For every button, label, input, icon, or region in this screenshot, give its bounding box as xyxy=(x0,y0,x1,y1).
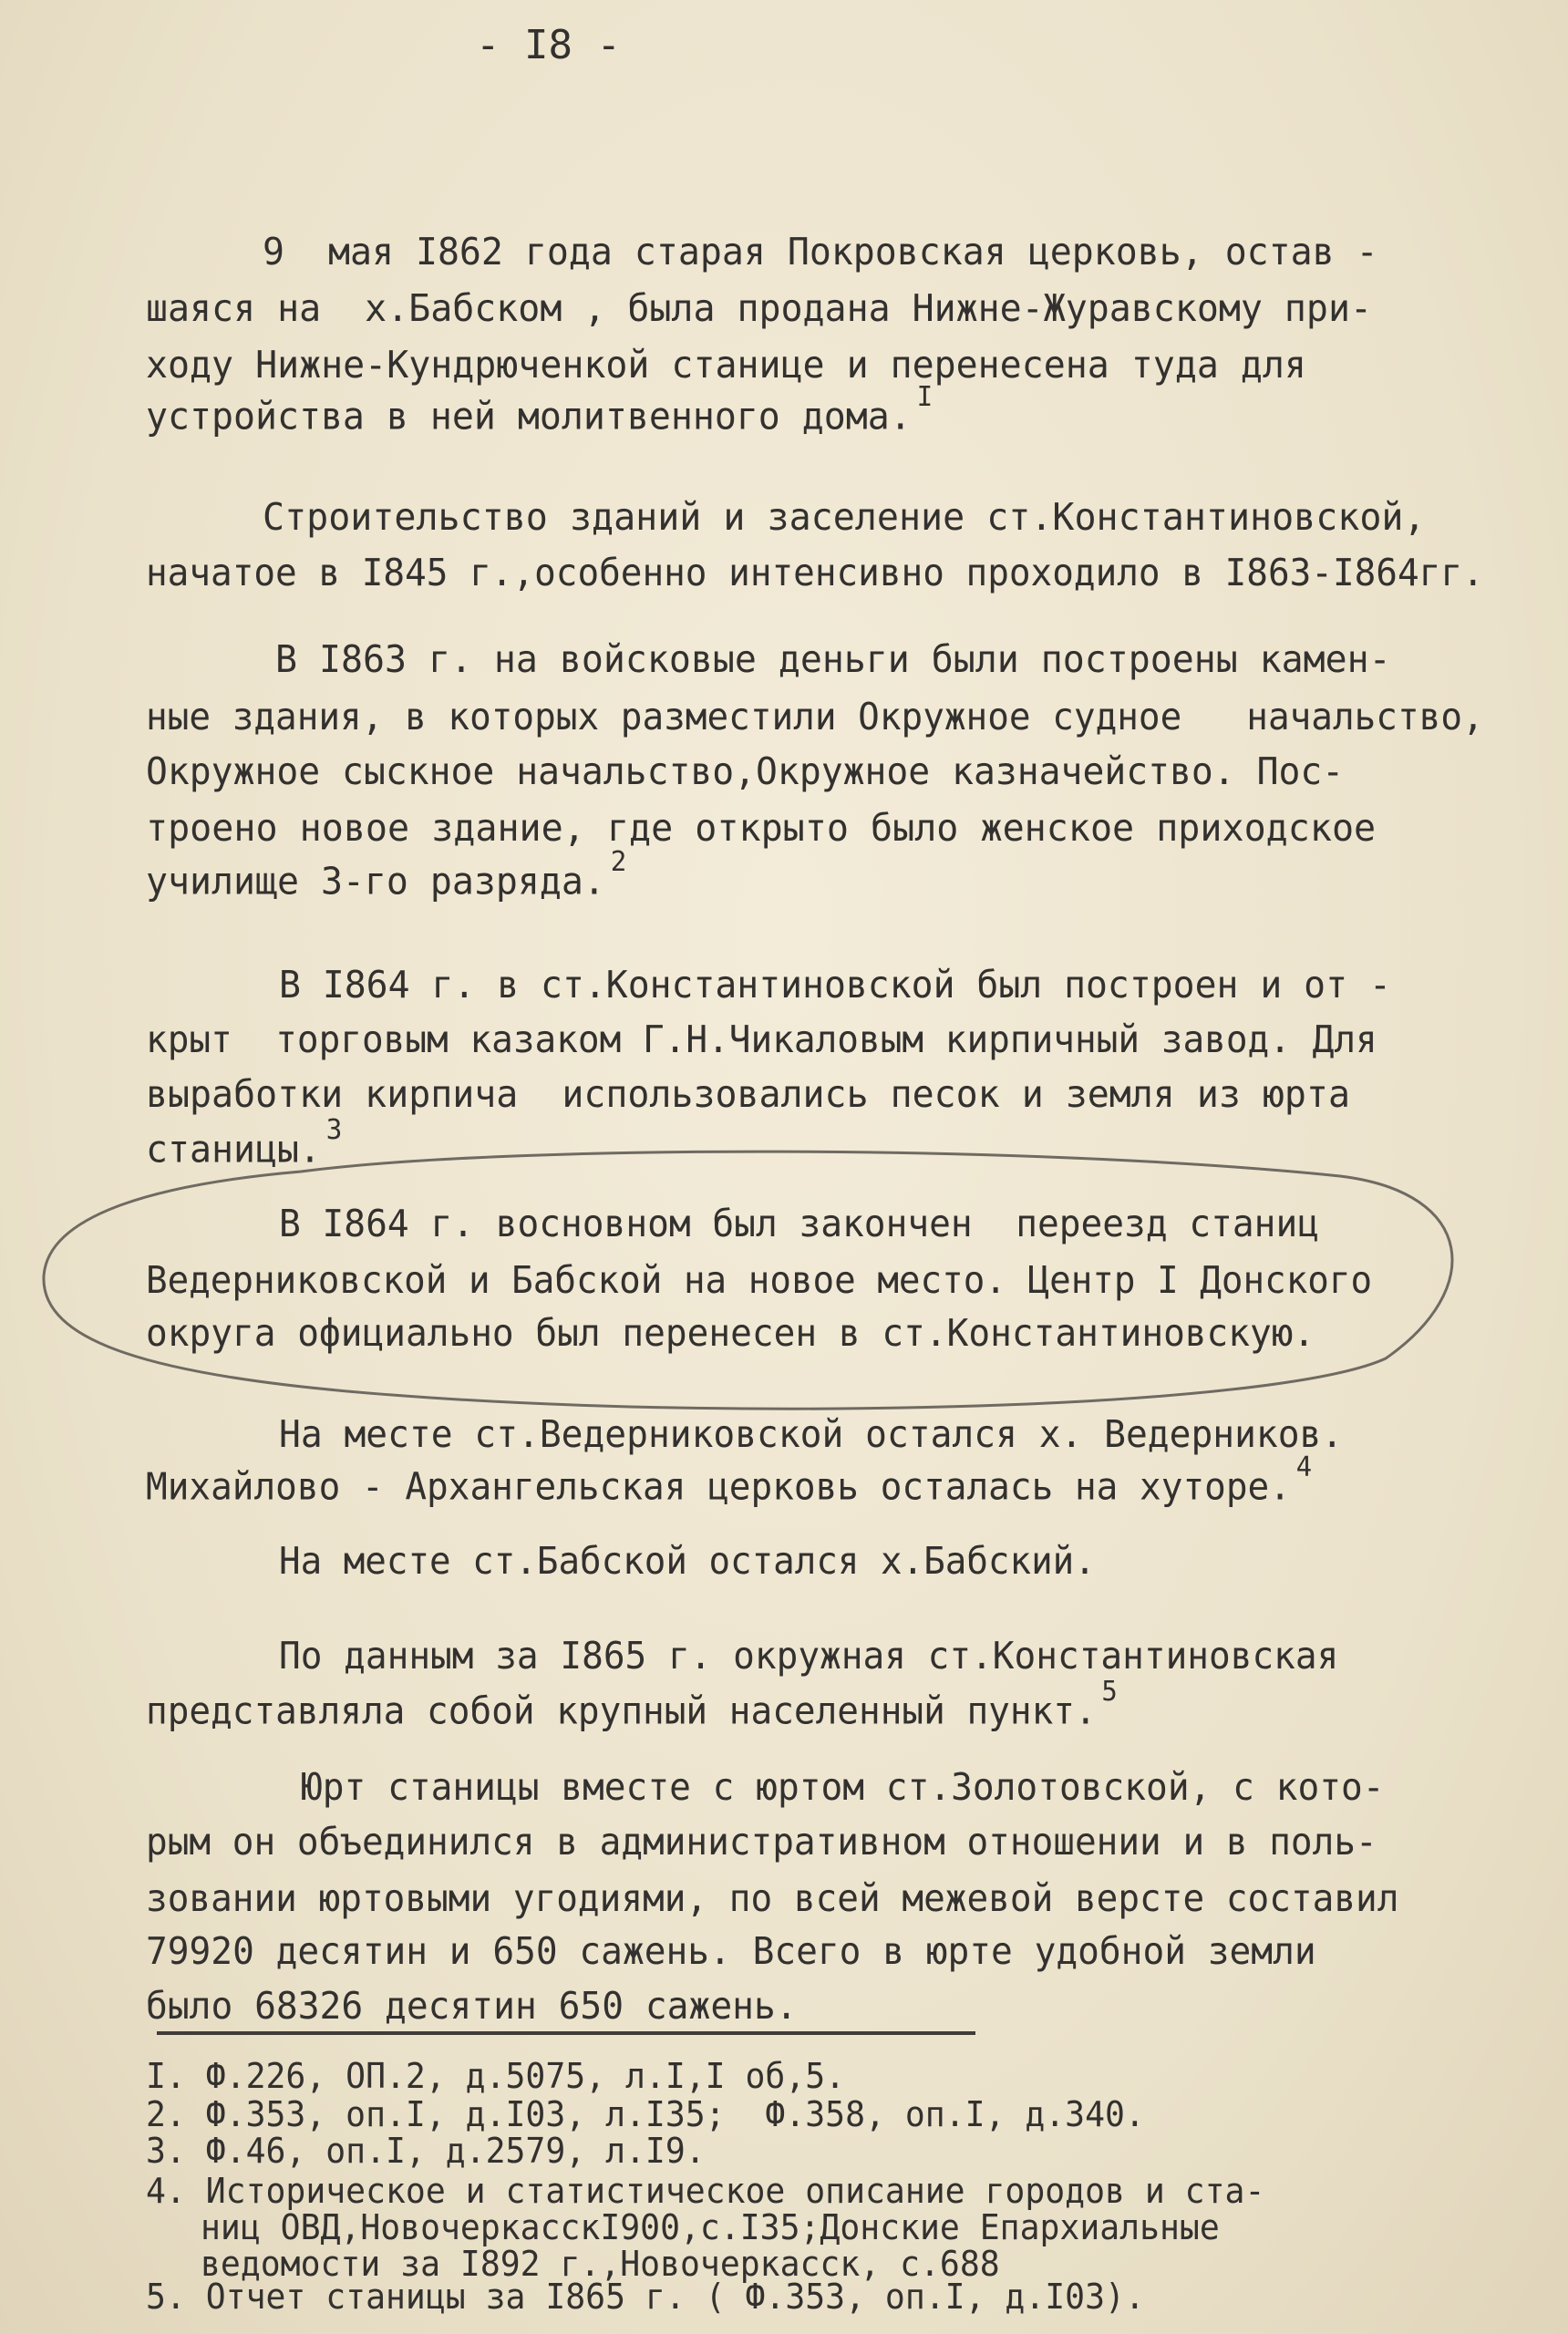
body-line-24: Юрт станицы вместе с юртом ст.Золотовской, с кото- xyxy=(301,1765,1385,1809)
footnote-ref-3: 3 xyxy=(325,1114,343,1146)
body-line-20: Михайлово - Архангельская церковь осталась на хуторе. $^4$ xyxy=(146,1451,1313,1509)
body-line-17: Ведерниковской и Бабской на новое место. Центр I Донского xyxy=(146,1258,1373,1302)
body-line-14: выработки кирпича использовались песок и земля из юрта xyxy=(146,1072,1350,1116)
body-line-3: ходу Нижне-Кундрюченкой станице и перенесена туда для xyxy=(146,343,1306,387)
body-line-8: ные здания, в которых разместили Окружное судное начальство, xyxy=(146,695,1484,738)
footnote-4-cont-2: ведомости за I892 г.,Новочеркасск, с.688 xyxy=(201,2244,1000,2284)
body-line-22: По данным за I865 г. окружная ст.Константиновская xyxy=(279,1634,1339,1678)
body-line-7: В I863 г. на войсковые деньги были построены камен- xyxy=(275,637,1391,681)
footnote-5: 5. Отчет станицы за I865 г. ( Ф.353, оп.I, д.I03). xyxy=(146,2277,1145,2317)
footnote-4: 4. Историческое и статистическое описание городов и ста- xyxy=(146,2171,1265,2211)
footnote-ref-5: 5 xyxy=(1101,1676,1118,1708)
footnote-1: I. Ф.226, ОП.2, д.5075, л.I,I об,5. xyxy=(146,2056,846,2096)
body-line-4: устройства в ней молитвенного дома. $^I$ xyxy=(146,381,934,439)
footnote-4-cont-1: ниц ОВД,НовочеркасскI900,с.I35;Донские Епархиальные xyxy=(201,2207,1220,2247)
body-line-16: В I864 г. восновном был закончен переезд станиц xyxy=(279,1202,1320,1245)
body-line-9: Окружное сыскное начальство,Окружное казначейство. Пос- xyxy=(146,749,1345,793)
body-line-27: 79920 десятин и 650 сажень. Всего в юрте удобной земли xyxy=(146,1929,1316,1973)
footnote-ref-1: I xyxy=(916,381,934,413)
body-line-13: крыт торговым казаком Г.Н.Чикаловым кирпичный завод. Для xyxy=(146,1017,1377,1061)
body-line-6: начатое в I845 г.,особенно интенсивно проходило в I863-I864гг. xyxy=(146,551,1484,594)
body-line-23: представляла собой крупный населенный пункт. $^5$ xyxy=(146,1676,1118,1733)
body-line-2: шаяся на х.Бабском , была продана Нижне-Журавскому при- xyxy=(146,286,1372,330)
body-line-11: училище 3-го разряда. $^2$ xyxy=(146,846,627,904)
body-line-28: было 68326 десятин 650 сажень. xyxy=(146,1984,798,2028)
footnote-ref-2: 2 xyxy=(610,846,627,878)
body-line-1: 9 мая I862 года старая Покровская церковь, остав - xyxy=(263,230,1378,274)
footnote-2: 2. Ф.353, оп.I, д.I03, л.I35; Ф.358, оп.I, д.340. xyxy=(146,2094,1145,2134)
body-line-5: Строительство зданий и заселение ст.Константиновской, xyxy=(263,495,1426,539)
body-line-26: зовании юртовыми угодиями, по всей межевой версте составил xyxy=(146,1876,1399,1920)
body-line-18: округа официально был перенесен в ст.Константиновскую. xyxy=(146,1311,1315,1355)
body-line-10: троено новое здание, где открыто было женское приходское xyxy=(146,806,1377,850)
page-number: - I8 - xyxy=(476,22,621,68)
body-line-21: На месте ст.Бабской остался х.Бабский. xyxy=(279,1539,1096,1583)
body-line-25: рым он объединился в административном отношении и в поль- xyxy=(146,1820,1377,1864)
footnote-ref-4: 4 xyxy=(1295,1451,1313,1483)
footnote-separator xyxy=(157,2031,975,2035)
body-line-12: В I864 г. в ст.Константиновской был построен и от - xyxy=(279,963,1391,1007)
body-line-19: На месте ст.Ведерниковской остался х. Ведерников. xyxy=(279,1412,1344,1456)
footnote-3: 3. Ф.46, оп.I, д.2579, л.I9. xyxy=(146,2131,706,2171)
body-line-15: станицы. $^3$ xyxy=(146,1114,343,1172)
